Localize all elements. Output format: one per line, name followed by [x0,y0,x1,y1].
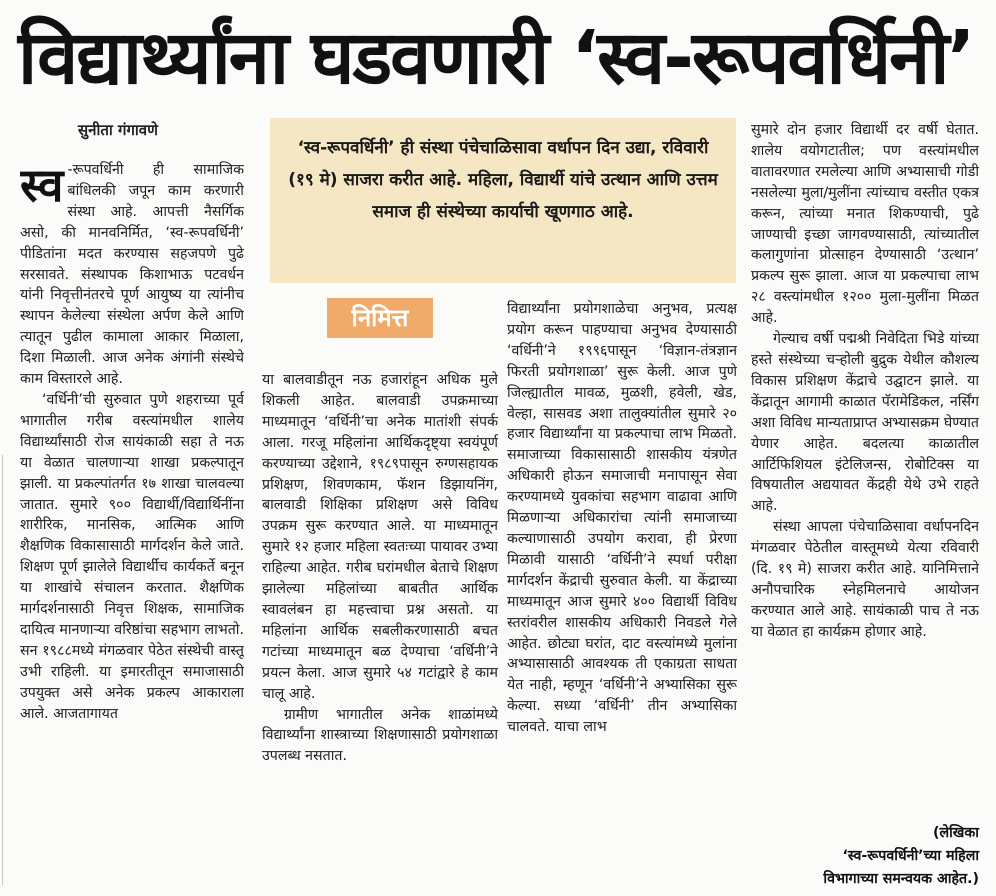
column-3-paragraph-1: विद्यार्थ्यांना प्रयोगशाळेचा अनुभव, प्रत्यक्ष प्रयोग करून पाहण्याचा अनुभव देण्यासाठी ‘वर्धिनी’ने १९९६पासून ‘विज्ञान-तंत्रज्ञान फिरती प्रयोगशाळा’ सुरू केली. आज पुणे जिल्ह्यातील मावळ, मुळशी, हवेली, खेड, वेल्हा, सासवड अशा तालुक्यांतील सुमारे २० हजार विद्यार्थ्यांना या प्रकल्पाचा लाभ मिळतो. समाजाच्या विकासासाठी शासकीय यंत्रणेत अधिकारी होऊन समाजाची मनापासून सेवा करण्यामध्ये युवकांचा सहभाग वाढावा आणि मिळणाऱ्या अधिकारांचा त्यांनी समाजाच्या कल्याणासाठी उपयोग करावा, ही प्रेरणा मिळावी यासाठी ‘वर्धिनी’ने स्पर्धा परीक्षा मार्गदर्शन केंद्राची सुरुवात केली. या केंद्राच्या माध्यमातून आज सुमारे ४०० विद्यार्थी विविध स्तरांवरील शासकीय अधिकारी निवडले गेले आहेत. छोट्या घरांत, दाट वस्त्यांमध्ये मुलांना अभ्यासासाठी आवश्यक ती एकाग्रता साधता येत नाही, म्हणून ‘वर्धिनी’ने अभ्यासिका सुरू केल्या. सध्या ‘वर्धिनी’ तीन अभ्यासिका चालवते. याचा लाभ [507,301,737,736]
section-tag: निमित्त [327,298,433,338]
column-2-paragraph-1: या बालवाडीतून नऊ हजारांहून अधिक मुले शिकली आहेत. बालवाडी उपक्रमाच्या माध्यमातून ‘वर्धिनी’चा अनेक मातांशी संपर्क आला. गरजू महिलांना आर्थिकदृष्ट्या स्वयंपूर्ण करण्याच्या उद्देशाने, १९८९पासून रुग्णसहायक प्रशिक्षण, शिवणकाम, फॅशन डिझायनिंग, बालवाडी शिक्षिका प्रशिक्षण असे विविध उपक्रम सुरू करण्यात आले. या माध्यमातून सुमारे १२ हजार महिला स्वतःच्या पायावर उभ्या राहिल्या आहेत. गरीब घरांमधील बेताचे शिक्षण झालेल्या महिलांच्या बाबतीत आर्थिक स्वावलंबन हा महत्त्वाचा प्रश्न असतो. या महिलांना आर्थिक सबलीकरणासाठी बचत गटांच्या माध्यमातून बळ देण्याचा ‘वर्धिनी’ने प्रयत्न केला. आज सुमारे ५४ गटांद्वारे हे काम चालू आहे. [262,372,498,702]
author-credit-line-1: (लेखिका [933,825,979,841]
column-4-paragraph-2: गेल्याच वर्षी पद्मश्री निवेदिता भिडे यांच्या हस्ते संस्थेच्या चऱ्होली बुद्रुक येथील कौशल्य विकास प्रशिक्षण केंद्राचे उद्घाटन झाले. या केंद्रातून आगामी काळात पॅरामेडिकल, नर्सिंग अशा विविध मान्यताप्राप्त अभ्यासक्रम घेण्यात येणार आहेत. बदलत्या काळातील आर्टिफिशियल इंटेलिजन्स, रोबोटिक्स या विषयातील अद्ययावत केंद्रही येथे उभे राहते आहे. [751,331,979,515]
author-credit-line-3: विभागाच्या समन्वयक आहेत.) [823,871,979,887]
drop-cap: स्व [20,160,64,212]
column-2-paragraph-2: ग्रामीण भागातील अनेक शाळांमध्ये विद्यार्थ्यांना शास्त्राच्या शिक्षणासाठी प्रयोगशाळा उपलब्ध नसतात. [262,706,498,765]
author-byline: सुनीता गंगावणे [78,121,158,139]
author-credit [751,822,979,891]
article-column-3 [507,299,737,884]
column-1-paragraph-1-text: -रूपवर्धिनी ही सामाजिक बांधिलकी जपून काम करणारी संस्था आहे. आपत्ती नैसर्गिक असो, की मानवनिर्मित, ‘स्व-रूपवर्धिनी’ पीडितांना मदत करण्यास सहजपणे पुढे सरसावते. संस्थापक किशाभाऊ पटवर्धन यांनी निवृत्तीनंतरचे पूर्ण आयुष्य या त्यांनीच स्थापन केलेल्या संस्थेला अर्पण केले आणि त्यातून पुढील कामाला आकार मिळाला, दिशा मिळाली. आज अनेक अंगांनी संस्थेचे काम विस्तारले आहे. [20,162,244,388]
pull-quote-box: ‘स्व-रूपवर्धिनी’ ही संस्था पंचेचाळिसावा वर्धापन दिन उद्या, रविवारी (१९ मे) साजरा करीत आहे. महिला, विद्यार्थी यांचे उत्थान आणि उत्तम समाज ही संस्थेच्या कार्याची खूणगाठ आहे. [270,118,736,283]
author-credit-line-2: ‘स्व-रूपवर्धिनी’च्या महिला [842,848,979,864]
column-1-paragraph-2: ‘वर्धिनी’ची सुरुवात पुणे शहराच्या पूर्व भागातील गरीब वस्त्यांमधील शालेय विद्यार्थ्यांसाठी रोज सायंकाळी सहा ते नऊ या वेळात चालणाऱ्या शाखा प्रकल्पातून झाली. या प्रकल्पांतर्गत १७ शाखा चालवल्या जातात. सुमारे ९०० विद्यार्थी/विद्यार्थिनींना शारीरिक, मानसिक, आत्मिक आणि शैक्षणिक विकासासाठी मार्गदर्शन केले जाते. शिक्षण पूर्ण झालेले विद्यार्थीच कार्यकर्ते बनून या शाखांचे संचालन करतात. शैक्षणिक मार्गदर्शनासाठी निवृत्त शिक्षक, सामाजिक दायित्व मानणाऱ्या वरिष्ठांचा सहभाग लाभतो. सन १९८८मध्ये मंगळवार पेठेत संस्थेची वास्तू उभी राहिली. या इमारतीतून समाजासाठी उपयुक्त असे अनेक प्रकल्प आकाराला आले. आजतागायत [20,391,244,722]
article-headline: विद्यार्थ्यांना घडवणारी ‘स्व-रूपवर्धिनी’ [18,15,974,101]
column-1-paragraph-1 [20,160,244,390]
article-column-1 [20,160,244,880]
column-divider [2,455,3,885]
column-4-paragraph-3: संस्था आपला पंचेचाळिसावा वर्धापनदिन मंगळवार पेठेतील वास्तूमध्ये येत्या रविवारी (दि. १९ मे) साजरा करीत आहे. यानिमित्ताने अनौपचारिक स्नेहमिलनाचे आयोजन करण्यात आले आहे. सायंकाळी पाच ते नऊ या वेळात हा कार्यक्रम होणार आहे. [751,519,979,640]
article-column-4 [751,120,979,820]
column-4-paragraph-1: सुमारे दोन हजार विद्यार्थी दर वर्षी घेतात. शालेय वयोगटातील; पण वस्त्यांमधील वातावरणात रमलेल्या आणि अभ्यासाची गोडी नसलेल्या मुला/मुलींना त्यांच्याच वस्तीत एकत्र करून, त्यांच्या मनात शिकण्याची, पुढे जाण्याची इच्छा जागवण्यासाठी, त्यांच्यातील कलागुणांना प्रोत्साहन देण्यासाठी ‘उत्थान’ प्रकल्प सुरू झाला. आज या प्रकल्पाचा लाभ २८ वस्त्यांमधील १२०० मुला-मुलींना मिळत आहे. [751,122,979,327]
article-column-2 [262,370,498,880]
